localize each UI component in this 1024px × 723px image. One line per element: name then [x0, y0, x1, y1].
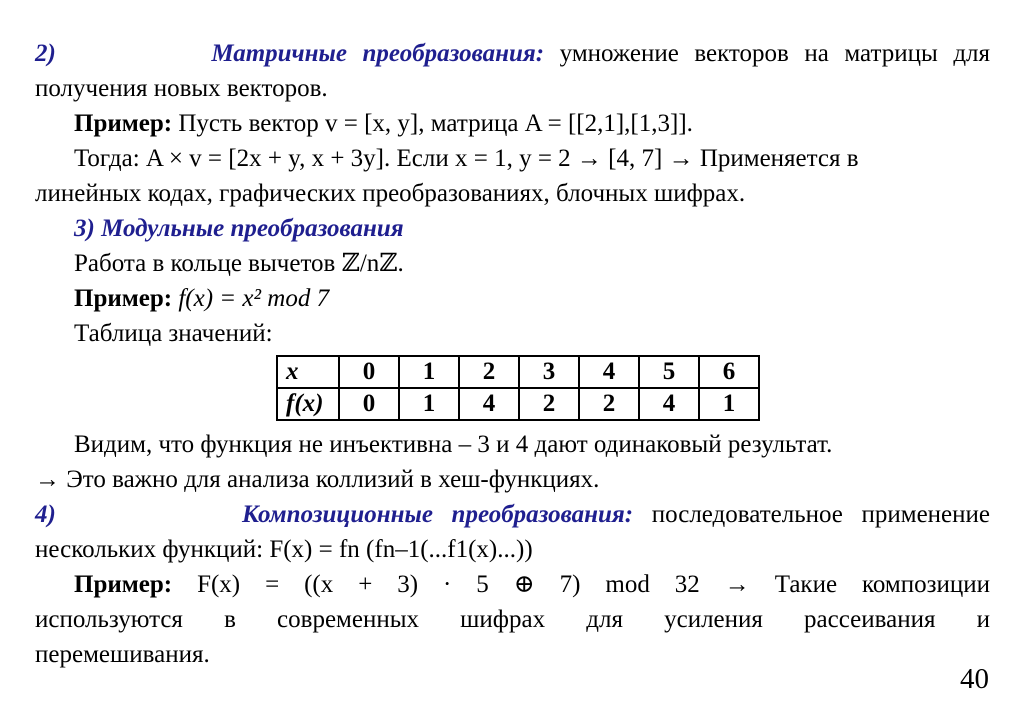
- values-table: [276, 355, 760, 421]
- section3-title: 3) Модульные преобразования: [74, 215, 404, 242]
- table-row-fx: [277, 388, 759, 420]
- table-row-x: [277, 356, 759, 388]
- table-cell: 1: [399, 388, 459, 420]
- table-cell: 2: [519, 388, 579, 420]
- table-cell: 1: [399, 356, 459, 388]
- section4-example-label: Пример:: [74, 571, 173, 598]
- section3-example: [35, 281, 990, 316]
- section3-table-caption: Таблица значений:: [74, 320, 273, 347]
- section4-title: Композиционные преобразования:: [242, 501, 634, 528]
- section3-conclusion-line2: → Это важно для анализа коллизий в хеш-функциях.: [35, 466, 600, 493]
- section2-number: 2): [35, 40, 56, 67]
- section2-text-line1: умножение векторов на матрицы для: [559, 40, 991, 67]
- section3-ring-text: Работа в кольце вычетов ℤ/nℤ.: [74, 250, 404, 277]
- section4-text-line1: последовательное применение: [651, 501, 991, 528]
- section3-conclusion-line1: Видим, что функция не инъективна – 3 и 4 дают одинаковый результат.: [74, 431, 833, 458]
- table-cell: 4: [639, 388, 699, 420]
- section2-title: Матричные преобразования:: [211, 40, 545, 67]
- section4-example-line1: [35, 567, 990, 602]
- values-table-wrap: [35, 355, 990, 421]
- table-header-x: x: [277, 356, 339, 388]
- section2-then-line2: линейных кодах, графических преобразованиях, блочных шифрах.: [35, 180, 746, 207]
- section4-text-line2: нескольких функций: F(x) = fn (fn–1(...f1(x)...)): [35, 536, 533, 563]
- table-cell: 0: [339, 356, 399, 388]
- table-cell: 4: [459, 388, 519, 420]
- table-cell: 0: [339, 388, 399, 420]
- page-number: 40: [960, 663, 989, 695]
- table-cell: 2: [459, 356, 519, 388]
- section3-example-label: Пример:: [74, 285, 173, 312]
- section2-example-label: Пример:: [74, 110, 173, 137]
- section3-example-formula: f(x) = x² mod 7: [178, 285, 330, 312]
- slide-body: [35, 36, 990, 672]
- section2-then-line1: Тогда: A × v = [2x + y, x + 3y]. Если x = 1, y = 2 → [4, 7] → Применяется в: [74, 145, 859, 172]
- section2-text-line2: получения новых векторов.: [35, 75, 328, 102]
- table-cell: 5: [639, 356, 699, 388]
- table-header-fx: f(x): [277, 388, 339, 420]
- section2-example-text: Пусть вектор v = [x, y], матрица A = [[2,1],[1,3]].: [178, 110, 693, 137]
- section2-line1: [35, 36, 990, 71]
- section2-example: [35, 106, 990, 141]
- section4-example-line3: перемешивания.: [35, 641, 210, 668]
- section4-line1: [35, 497, 990, 532]
- table-cell: 4: [579, 356, 639, 388]
- section4-number: 4): [35, 501, 56, 528]
- table-cell: 3: [519, 356, 579, 388]
- section4-example-line2: используются в современных шифрах для усиления рассеивания и: [35, 606, 990, 633]
- section4-example-formula: F(x) = ((x + 3) · 5 ⊕ 7) mod 32 → Такие композиции: [197, 571, 990, 598]
- table-cell: 6: [699, 356, 759, 388]
- table-cell: 2: [579, 388, 639, 420]
- table-cell: 1: [699, 388, 759, 420]
